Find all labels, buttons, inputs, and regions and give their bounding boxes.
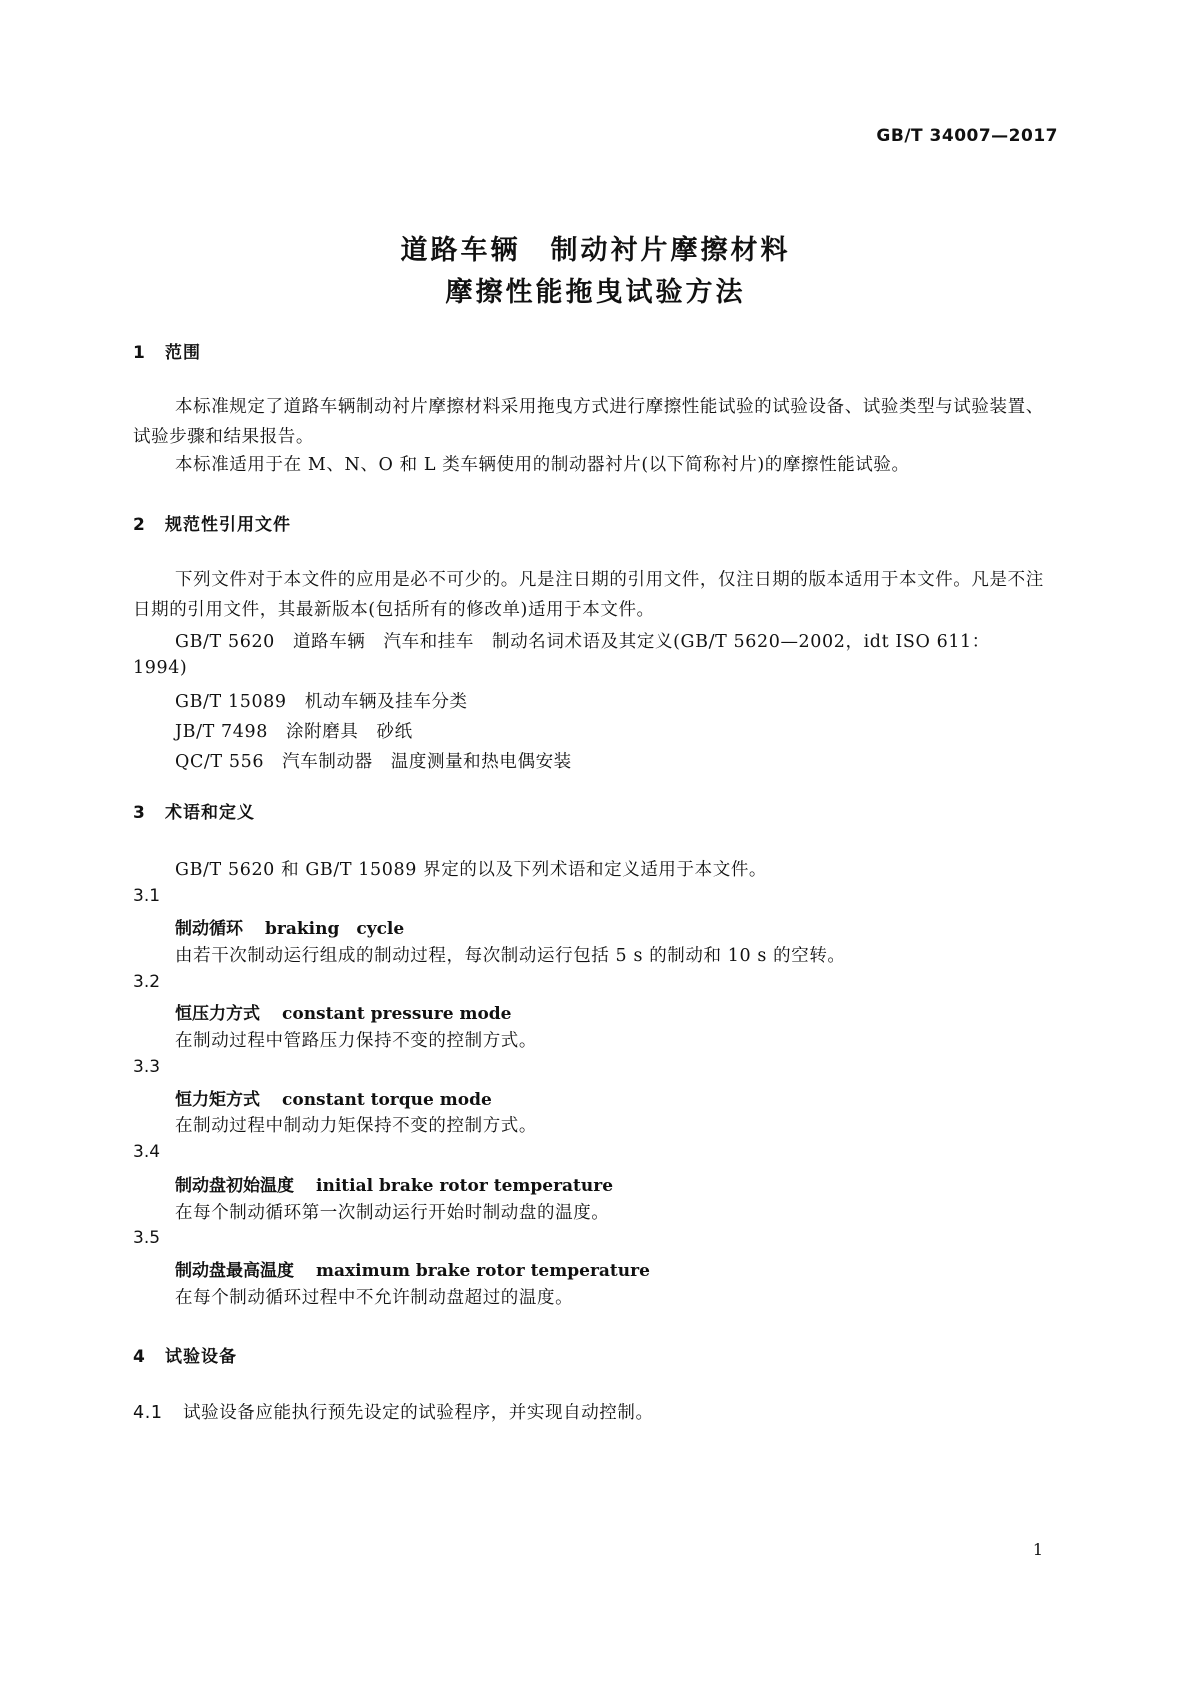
section-1-heading xyxy=(133,338,201,363)
title-line-2: 摩擦性能拖曳试验方法 xyxy=(445,277,746,308)
term-number: 3.4 xyxy=(133,1142,161,1162)
term-title xyxy=(175,999,512,1024)
standard-number: GB/T 34007—2017 xyxy=(876,126,1058,146)
subclause-4-1 xyxy=(133,1399,654,1424)
term-chinese: 制动循环 xyxy=(175,919,243,939)
term-chinese: 恒力矩方式 xyxy=(175,1090,260,1110)
section-4-number: 4 xyxy=(133,1347,146,1367)
section-1-number: 1 xyxy=(133,343,146,363)
section-4-heading xyxy=(133,1342,237,1367)
term-title xyxy=(175,1256,650,1281)
subclause-text: 试验设备应能执行预先设定的试验程序，并实现自动控制。 xyxy=(183,1403,654,1423)
reference-item-continued: 1994) xyxy=(133,658,188,678)
term-definition: 在每个制动循环过程中不允许制动盘超过的温度。 xyxy=(175,1288,574,1308)
section-2-number: 2 xyxy=(133,515,146,535)
term-english: braking cycle xyxy=(265,919,405,939)
term-chinese: 制动盘初始温度 xyxy=(175,1176,294,1196)
section-2-title: 规范性引用文件 xyxy=(165,515,291,535)
term-number: 3.5 xyxy=(133,1228,161,1248)
term-number: 3.2 xyxy=(133,972,161,992)
term-chinese: 制动盘最高温度 xyxy=(175,1261,294,1281)
term-english: initial brake rotor temperature xyxy=(316,1176,614,1196)
section-3-intro: GB/T 5620 和 GB/T 15089 界定的以及下列术语和定义适用于本文件。 xyxy=(175,860,768,880)
section-2-intro: 下列文件对于本文件的应用是必不可少的。凡是注日期的引用文件，仅注日期的版本适用于本文件。凡是不注日期的引用文件，其最新版本(包括所有的修改单)适用于本文件。 xyxy=(133,570,1044,620)
term-title xyxy=(175,914,404,939)
reference-item: JB/T 7498 涂附磨具 砂纸 xyxy=(175,722,413,742)
section-3-heading xyxy=(133,798,255,823)
term-definition: 在每个制动循环第一次制动运行开始时制动盘的温度。 xyxy=(175,1203,610,1223)
section-4-title: 试验设备 xyxy=(165,1347,237,1367)
section-2-heading xyxy=(133,510,291,535)
term-definition: 在制动过程中制动力矩保持不变的控制方式。 xyxy=(175,1116,537,1136)
reference-item: GB/T 5620 道路车辆 汽车和挂车 制动名词术语及其定义(GB/T 5620—2002，idt ISO 611： xyxy=(175,632,990,652)
section-1-title: 范围 xyxy=(165,343,201,363)
term-definition: 在制动过程中管路压力保持不变的控制方式。 xyxy=(175,1031,537,1051)
section-3-title: 术语和定义 xyxy=(165,803,255,823)
term-english: maximum brake rotor temperature xyxy=(316,1261,650,1281)
term-english: constant pressure mode xyxy=(282,1004,512,1024)
section-3-number: 3 xyxy=(133,803,146,823)
term-title xyxy=(175,1085,492,1110)
reference-item: QC/T 556 汽车制动器 温度测量和热电偶安装 xyxy=(175,752,572,772)
section-1-paragraph-1: 本标准规定了道路车辆制动衬片摩擦材料采用拖曳方式进行摩擦性能试验的试验设备、试验类型与试验装置、试验步骤和结果报告。 xyxy=(133,397,1044,447)
page-number: 1 xyxy=(1032,1540,1043,1559)
reference-item: GB/T 15089 机动车辆及挂车分类 xyxy=(175,692,468,712)
term-number: 3.1 xyxy=(133,886,161,906)
term-number: 3.3 xyxy=(133,1057,161,1077)
term-chinese: 恒压力方式 xyxy=(175,1004,260,1024)
title-line-1: 道路车辆 制动衬片摩擦材料 xyxy=(400,235,791,266)
term-title xyxy=(175,1171,613,1196)
section-1-paragraph-2: 本标准适用于在 M、N、O 和 L 类车辆使用的制动器衬片(以下简称衬片)的摩擦性能试验。 xyxy=(175,455,910,475)
term-english: constant torque mode xyxy=(282,1090,492,1110)
term-definition: 由若干次制动运行组成的制动过程，每次制动运行包括 5 s 的制动和 10 s 的空转。 xyxy=(175,946,846,966)
subclause-number: 4.1 xyxy=(133,1403,163,1423)
